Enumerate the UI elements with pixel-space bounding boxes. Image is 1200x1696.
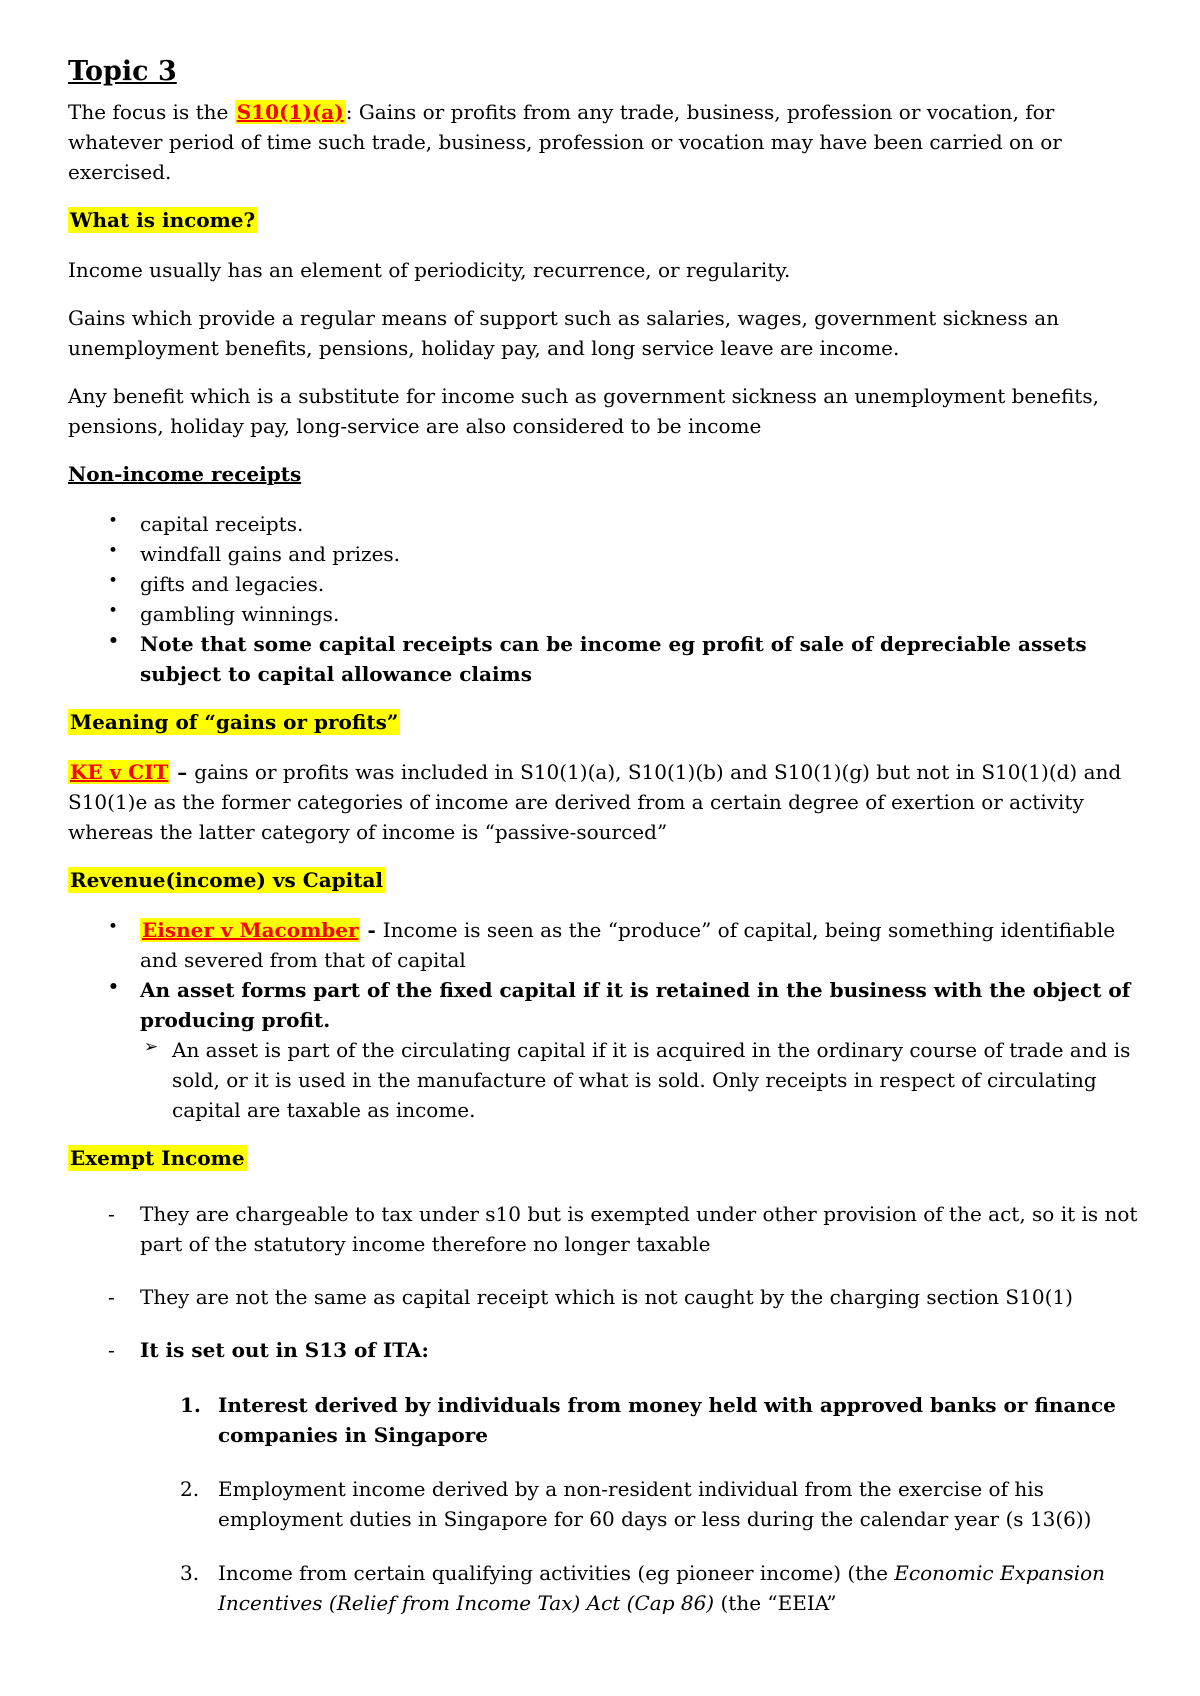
intro-paragraph [68, 97, 1138, 187]
bullet-icon: • [108, 541, 119, 562]
intro-text-pre: The focus is the [68, 100, 235, 125]
non-income-list [68, 509, 1138, 689]
heading-highlight: Exempt Income [70, 1146, 245, 1171]
bullet-icon: • [108, 571, 119, 592]
list-item-text-pre: Income from certain qualifying activities (eg pioneer income) (the [218, 1561, 895, 1586]
bullet-icon: • [108, 977, 119, 998]
list-subitem-circulating-capital [68, 1035, 1138, 1125]
list-number: 2. [180, 1477, 200, 1502]
list-item-text: windfall gains and prizes. [140, 542, 401, 567]
list-item-windfall-gains [68, 539, 1138, 569]
list-item-gambling-winnings [68, 599, 1138, 629]
act-name-italic: Economic Expansion Incentives (Relief from Income Tax) Act (Cap 86) [218, 1561, 1106, 1616]
revenue-capital-list [68, 915, 1138, 1125]
list-item-text: Interest derived by individuals from money held with approved banks or finance companies in Singapore [218, 1393, 1116, 1448]
case-name-ke-v-cit: KE v CIT [70, 760, 169, 785]
list-item-text: gambling winnings. [140, 602, 340, 627]
section-heading-exempt-income [68, 1143, 1138, 1173]
list-number: 3. [180, 1561, 200, 1586]
s13-numbered-list [68, 1390, 1138, 1618]
list-item-text: capital receipts. [140, 512, 304, 537]
list-item-not-capital-receipt [68, 1282, 1138, 1312]
case-description: Income is seen as the “produce” of capital, being something identifiable and severed from that of capital [140, 918, 1116, 973]
list-item-chargeable-exempted [68, 1199, 1138, 1259]
case-name-eisner-v-macomber: Eisner v Macomber [142, 918, 359, 943]
numbered-item-employment-nonresident [68, 1474, 1138, 1534]
paragraph-substitute-income: Any benefit which is a substitute for income such as government sickness an unemployment benefits, pensions, holiday pay, long-service are also considered to be income [68, 384, 1099, 439]
numbered-item-qualifying-activities [68, 1558, 1138, 1618]
case-dash: - [360, 918, 383, 943]
list-item-gifts-legacies [68, 569, 1138, 599]
heading-highlight: What is income? [70, 208, 256, 233]
list-item-text: An asset is part of the circulating capital if it is acquired in the ordinary course of trade and is sold, or it is used in the manufacture of what is sold. Only receipts in respect of circulating capital are taxable as income. [172, 1038, 1131, 1123]
list-item-text: Employment income derived by a non-resident individual from the exercise of his employment duties in Singapore for 60 days or less during the calendar year (s 13(6)) [218, 1477, 1092, 1532]
section-heading-meaning-gains-profits [68, 707, 1138, 737]
exempt-income-list [68, 1199, 1138, 1365]
list-item-capital-receipts [68, 509, 1138, 539]
intro-text-post: : Gains or profits from any trade, business, profession or vocation, for whatever period of time such trade, business, profession or vocation may have been carried on or exercised. [68, 100, 1062, 185]
paragraph-regular-support: Gains which provide a regular means of support such as salaries, wages, government sickness an unemployment benefits, pensions, holiday pay, and long service leave are income. [68, 306, 1060, 361]
list-item-note-capital-receipts [68, 629, 1138, 689]
list-item-text-post: (the “EEIA” [714, 1591, 837, 1616]
list-item-eisner [68, 915, 1138, 975]
numbered-item-interest-approved-banks [68, 1390, 1138, 1450]
list-item-text: They are not the same as capital receipt which is not caught by the charging section S10(1) [140, 1285, 1073, 1310]
section-heading-revenue-vs-capital [68, 865, 1138, 895]
list-number: 1. [180, 1393, 201, 1418]
heading-highlight: Revenue(income) vs Capital [70, 868, 384, 893]
bullet-icon: • [108, 601, 119, 622]
dash-icon: - [108, 1285, 115, 1310]
bullet-icon: • [108, 631, 119, 652]
page-title: Topic 3 [68, 56, 177, 87]
list-item-set-out-s13 [68, 1335, 1138, 1365]
dash-icon: - [108, 1338, 115, 1363]
case-description: gains or profits was included in S10(1)(a), S10(1)(b) and S10(1)(g) but not in S10(1)(d) and S10(1)e as the former categories of income are derived from a certain degree of exertion or activity whereas the latter category of income is “passive-sourced” [68, 760, 1122, 845]
list-item-text: Note that some capital receipts can be income eg profit of sale of depreciable assets subject to capital allowance claims [140, 632, 1087, 687]
arrow-bullet-icon: ➢ [144, 1037, 159, 1058]
list-item-text: gifts and legacies. [140, 572, 325, 597]
list-item-text: It is set out in S13 of ITA: [140, 1338, 429, 1363]
paragraph-periodicity: Income usually has an element of periodicity, recurrence, or regularity. [68, 258, 791, 283]
section-heading-what-is-income [68, 205, 1138, 235]
paragraph-ke-v-cit [68, 757, 1138, 847]
heading-highlight: Meaning of “gains or profits” [70, 710, 399, 735]
bullet-icon: • [108, 917, 119, 938]
list-item-text: They are chargeable to tax under s10 but is exempted under other provision of the act, so it is not part of the statutory income therefore no longer taxable [140, 1202, 1138, 1257]
list-item-text: An asset forms part of the fixed capital if it is retained in the business with the object of producing profit. [140, 978, 1131, 1033]
case-dash: – [170, 760, 195, 785]
bullet-icon: • [108, 511, 119, 532]
list-item-fixed-capital [68, 975, 1138, 1035]
dash-icon: - [108, 1202, 115, 1227]
section-heading-non-income-receipts: Non-income receipts [68, 462, 302, 487]
statute-ref-highlight: S10(1)(a) [236, 100, 344, 125]
